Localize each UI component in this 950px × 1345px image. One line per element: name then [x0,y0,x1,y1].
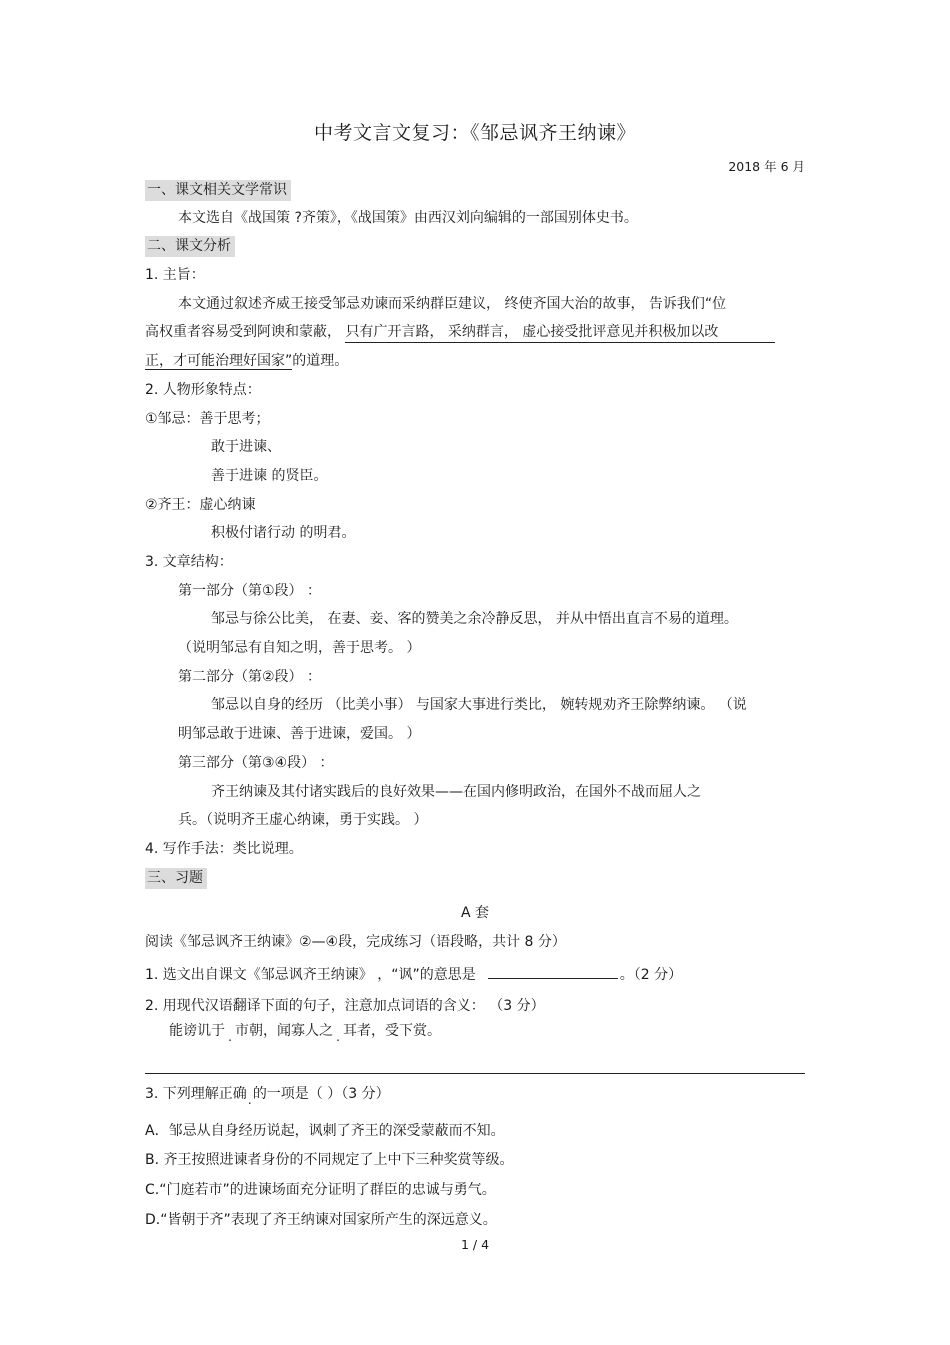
part3-text: 齐王纳谏及其付诸实践后的良好效果——在国内修明政治，在国外不战而屈人之 [211,784,701,800]
characters-label: 2. 人物形象特点： [145,382,261,398]
zouji-trait-3: 善于进谏 的贤臣。 [211,468,328,484]
date: 2018 年 6 月 [728,159,805,174]
question-1 [145,964,682,985]
section1-text: 本文选自《战国策 ?齐策》，《战国策》由西汉刘向编辑的一部国别体史书。 [178,210,638,226]
part1-label: 第一部分（第①段） ： [178,583,322,599]
part2-label: 第二部分（第②段） ： [178,669,322,685]
theme-line-3-underlined: 正，才可能治理好国家” [145,353,293,369]
exercise-instruction: 阅读《邹忌讽齐王纳谏》②—④段，完成练习（语段略，共计 8 分） [145,934,566,950]
question-1-score: 。（2 分） [619,967,683,983]
part2-note: 明邹忌敢于进谏、善于进谏，爱国。 ） [178,726,421,742]
option-c[interactable]: C.“门庭若市”的进谏场面充分证明了群臣的忠诚与勇气。 [145,1182,496,1198]
section-heading-1: 一、课文相关文学常识 [145,180,291,201]
part1-note: （说明邹忌有自知之明，善于思考。 ） [178,640,421,656]
page-number: 1 / 4 [460,1237,490,1252]
section-heading-3: 三、习题 [145,868,207,889]
structure-label: 3. 文章结构： [145,554,233,570]
qiwang-trait-1: ②齐王：虚心纳谏 [145,497,256,513]
question-3 [145,1084,390,1104]
zouji-trait-2: 敢于进谏、 [211,439,281,455]
option-b[interactable]: B. 齐王按照进谏者身份的不同规定了上中下三种奖赏等级。 [145,1152,514,1168]
technique: 4. 写作手法：类比说理。 [145,841,303,857]
question-3-tail: 的一项是（ ）（3 分） [252,1086,390,1102]
question-2: 2. 用现代汉语翻译下面的句子，注意加点词语的含义： （3 分） [145,998,545,1014]
theme-line-3 [145,351,348,371]
theme-line-2 [145,322,775,343]
theme-label: 1. 主旨： [145,267,205,283]
option-d[interactable]: D.“皆朝于齐”表现了齐王纳谏对国家所产生的深远意义。 [145,1212,497,1228]
option-a[interactable]: A．邹忌从自身经历说起，讽刺了齐王的深受蒙蔽而不知。 [145,1123,505,1139]
qiwang-trait-2: 积极付诸行动 的明君。 [211,525,356,541]
q2-segment-1: 能谤讥于 [169,1023,225,1039]
page-title: 中考文言文复习：《邹忌讽齐王纳谏》 [313,122,636,144]
theme-line-2-underlined: 只有广开言路， 采纳群言， 虚心接受批评意见并积极加以改 [345,322,775,343]
question-1-text: 1. 选文出自课文《邹忌讽齐王纳谏》 ，“讽”的意思是 [145,967,476,983]
q2-segment-3: 耳者，受下赏。 [343,1023,441,1039]
question-2-sentence [169,1021,441,1041]
section-heading-2: 二、课文分析 [145,236,235,257]
zouji-trait-1: ①邹忌：善于思考； [145,411,270,427]
question-3-text: 3. 下列理解正确 [145,1086,247,1102]
part3-note: 兵。（说明齐王虚心纳谏，勇于实践。 ） [178,812,428,828]
answer-line-2[interactable] [145,1073,805,1074]
part3-label: 第三部分（第③④段） ： [178,755,334,771]
theme-line-2-a: 高权重者容易受到阿谀和蒙蔽， [145,324,346,340]
part2-text: 邹忌以自身的经历 （比美小事） 与国家大事进行类比， 婉转规劝齐王除弊纳谏。 （说 [211,697,747,713]
theme-line-3-b: 的道理。 [292,353,349,369]
q2-segment-2: 市朝，闻寡人之 [235,1023,333,1039]
theme-line-1: 本文通过叙述齐威王接受邹忌劝谏而采纳群臣建议， 终使齐国大治的故事， 告诉我们“位 [178,296,727,312]
part1-text: 邹忌与徐公比美， 在妻、妾、客的赞美之余冷静反思， 并从中悟出直言不易的道理。 [211,611,738,627]
answer-blank-1[interactable] [488,964,618,979]
set-label: A 套 [460,905,490,921]
